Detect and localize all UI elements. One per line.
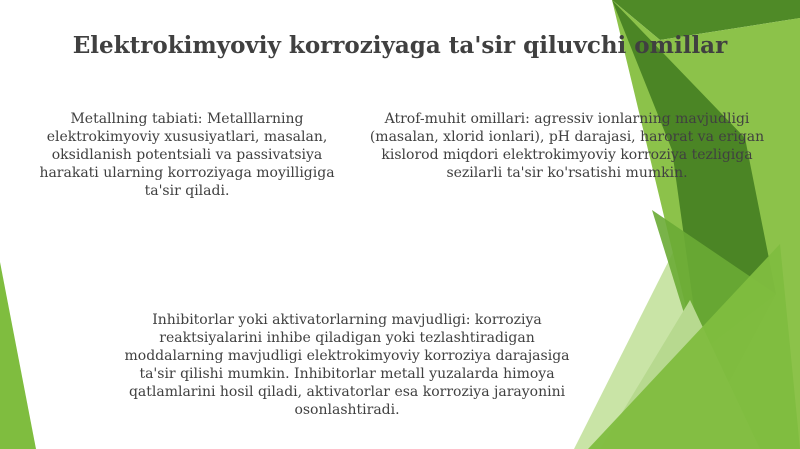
paragraph-inhibitors-activators: Inhibitorlar yoki aktivatorlarning mavjudligi: korroziya reaktsiyalarini inhibe qiladigan yoki tezlashtiradigan moddalarning mavjudligi elektrokimyoviy korroziya darajasiga ta'sir qilishi mumkin. Inhibitorlar metall yuzalarda himoya qatlamlarini hosil qiladi, aktivatorlar esa korroziya jarayonini osonlashtiradi. (124, 312, 570, 418)
left-edge-shape (0, 262, 36, 449)
slide-title: Elektrokimyoviy korroziyaga ta'sir qiluvchi omillar (72, 32, 728, 59)
paragraph-metal-nature: Metallning tabiati: Metalllarning elektrokimyoviy xususiyatlari, masalan, oksidlanish potentsiali va passivatsiya harakati ularning korroziyaga moyilligiga ta'sir qiladi. (39, 111, 335, 199)
paragraph-environment-factors: Atrof-muhit omillari: agressiv ionlarning mavjudligi (masalan, xlorid ionlari), pH darajasi, harorat va erigan kislorod miqdori elektrokimyoviy korroziya tezligiga sezilarli ta'sir ko'rsatishi mumkin. (369, 111, 765, 181)
